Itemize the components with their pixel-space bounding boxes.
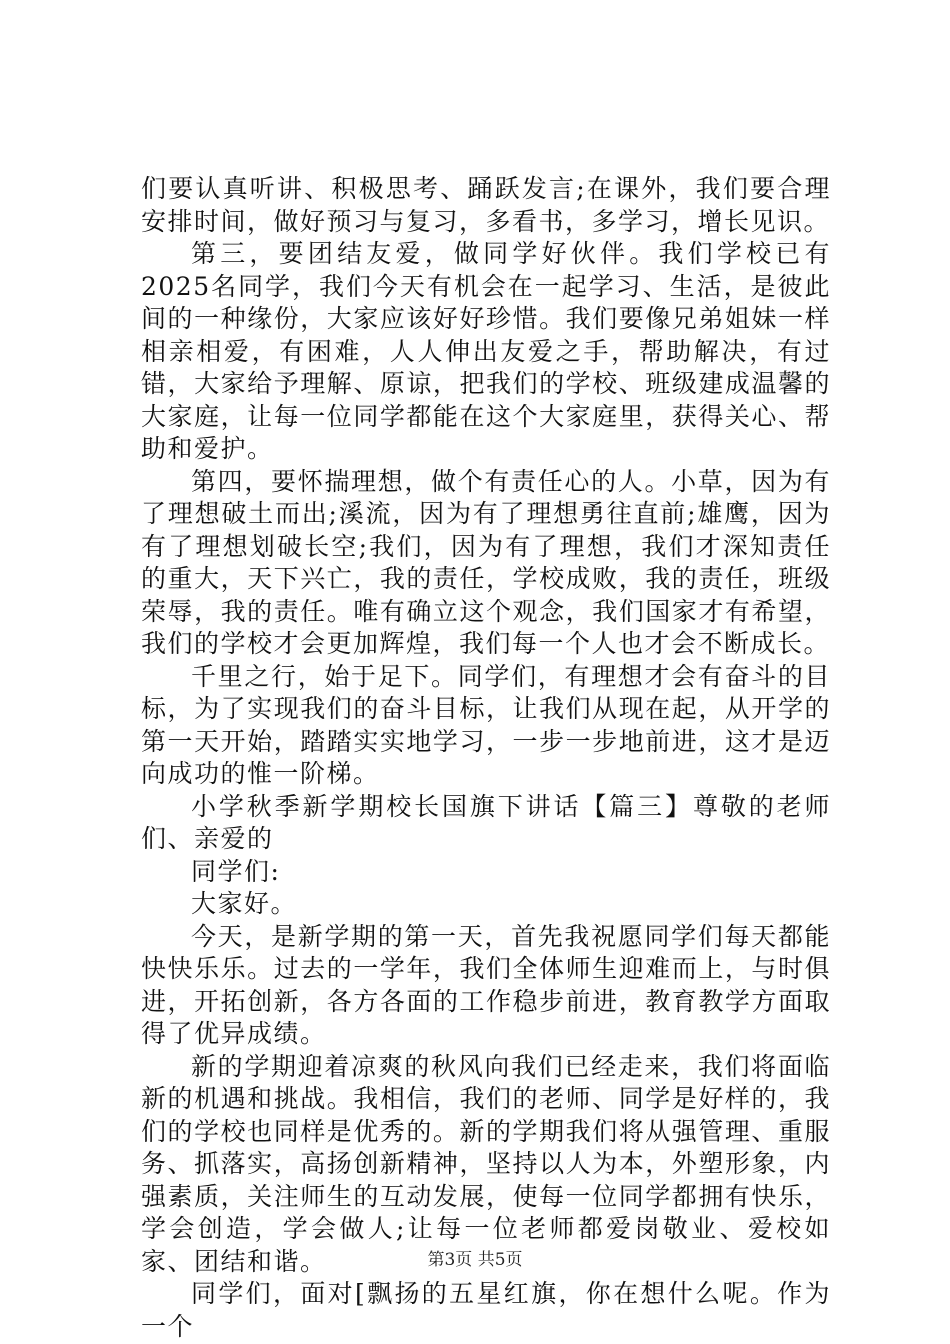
paragraph: 们要认真听讲、积极思考、踊跃发言;在课外，我们要合理安排时间，做好预习与复习，多看书，多学习，增长见识。: [141, 174, 831, 236]
salutation: 同学们:: [191, 856, 281, 886]
paragraph: 千里之行，始于足下。同学们，有理想才会有奋斗的目标，为了实现我们的奋斗目标，让我们从现在起，从开学的第一天开始，踏踏实实地学习，一步一步地前进，这才是迈向成功的惟一阶梯。: [141, 661, 831, 788]
document-body: [141, 173, 831, 1343]
paragraph: 第四，要怀揣理想，做个有责任心的人。小草，因为有了理想破土而出;溪流，因为有了理想勇往直前;雄鹰，因为有了理想划破长空;我们，因为有了理想，我们才深知责任的重大，天下兴亡，我的责任，学校成败，我的责任，班级荣辱，我的责任。唯有确立这个观念，我们国家才有希望，我们的学校才会更加辉煌，我们每一个人也才会不断成长。: [141, 466, 831, 658]
greeting: 大家好。: [191, 889, 298, 918]
paragraph: 第三，要团结友爱，做同学好伙伴。我们学校已有2025名同学，我们今天有机会在一起学习、生活，是彼此间的一种缘份，大家应该好好珍惜。我们要像兄弟姐妹一样相亲相爱，有困难，人人伸出友爱之手，帮助解决，有过错，大家给予理解、原谅，把我们的学校、班级建成温馨的大家庭，让每一位同学都能在这个大家庭里，获得关心、帮助和爱护。: [141, 239, 831, 463]
paragraph: 同学们，面对[飘扬的五星红旗，你在想什么呢。作为一个: [141, 1279, 831, 1341]
paragraph: 新的学期迎着凉爽的秋风向我们已经走来，我们将面临新的机遇和挑战。我相信，我们的老师、同学是好样的，我们的学校也同样是优秀的。新的学期我们将从强管理、重服务、抓落实，高扬创新精神，坚持以人为本，外塑形象，内强素质，关注师生的互动发展，使每一位同学都拥有快乐，学会创造，学会做人;让每一位老师都爱岗敬业、爱校如家、团结和谐。: [141, 1051, 831, 1276]
page-number: 第3页 共5页: [427, 1250, 523, 1270]
section-heading: 小学秋季新学期校长国旗下讲话【篇三】尊敬的老师们、亲爱的: [141, 791, 831, 853]
paragraph: 今天，是新学期的第一天，首先我祝愿同学们每天都能快快乐乐。过去的一学年，我们全体师生迎难而上，与时俱进，开拓创新，各方各面的工作稳步前进，教育教学方面取得了优异成绩。: [141, 921, 831, 1048]
